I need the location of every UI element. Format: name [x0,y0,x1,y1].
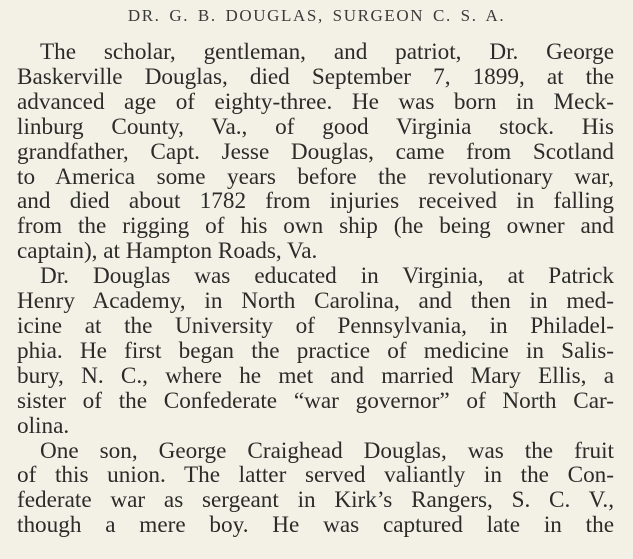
text-line: from the rigging of his own ship (he being owner and [17,213,614,240]
text-line: to America some years before the revolutionary war, [17,163,614,190]
paragraph-1 [17,40,614,264]
text-line: sister of the Confederate “war governor” of North Car- [17,387,614,414]
text-line: The scholar, gentleman, and patriot, Dr. George [40,39,614,65]
page-heading: DR. G. B. DOUGLAS, SURGEON C. S. A. [127,6,506,25]
text-line: One son, George Craighead Douglas, was the fruit [40,437,614,464]
text-line: captain), at Hampton Roads, Va. [17,238,318,265]
text-line: Henry Academy, in North Carolina, and then in med- [17,288,614,315]
paragraph-2 [17,264,614,438]
text-line: phia. He first began the practice of medicine in Salis- [17,337,614,364]
text-line: grandfather, Capt. Jesse Douglas, came from Scotland [17,138,614,165]
text-line: though a mere boy. He was captured late in the [17,512,614,539]
text-line: and died about 1782 from injuries received in falling [17,188,614,215]
text-line: linburg County, Va., of good Virginia stock. His [17,113,614,140]
article-body [17,40,614,538]
paragraph-3 [17,439,614,539]
text-line: Baskerville Douglas, died September 7, 1899, at the [17,63,614,90]
text-line: Dr. Douglas was educated in Virginia, at Patrick [40,263,614,290]
text-line: advanced age of eighty-three. He was born in Meck- [17,88,614,115]
text-line: federate war as sergeant in Kirk’s Rangers, S. C. V., [17,487,614,514]
text-line: icine at the University of Pennsylvania, in Philadel- [17,312,614,339]
text-line: of this union. The latter served valiantly in the Con- [17,462,614,489]
text-line: olina. [17,412,70,439]
text-line: bury, N. C., where he met and married Mary Ellis, a [17,362,614,389]
